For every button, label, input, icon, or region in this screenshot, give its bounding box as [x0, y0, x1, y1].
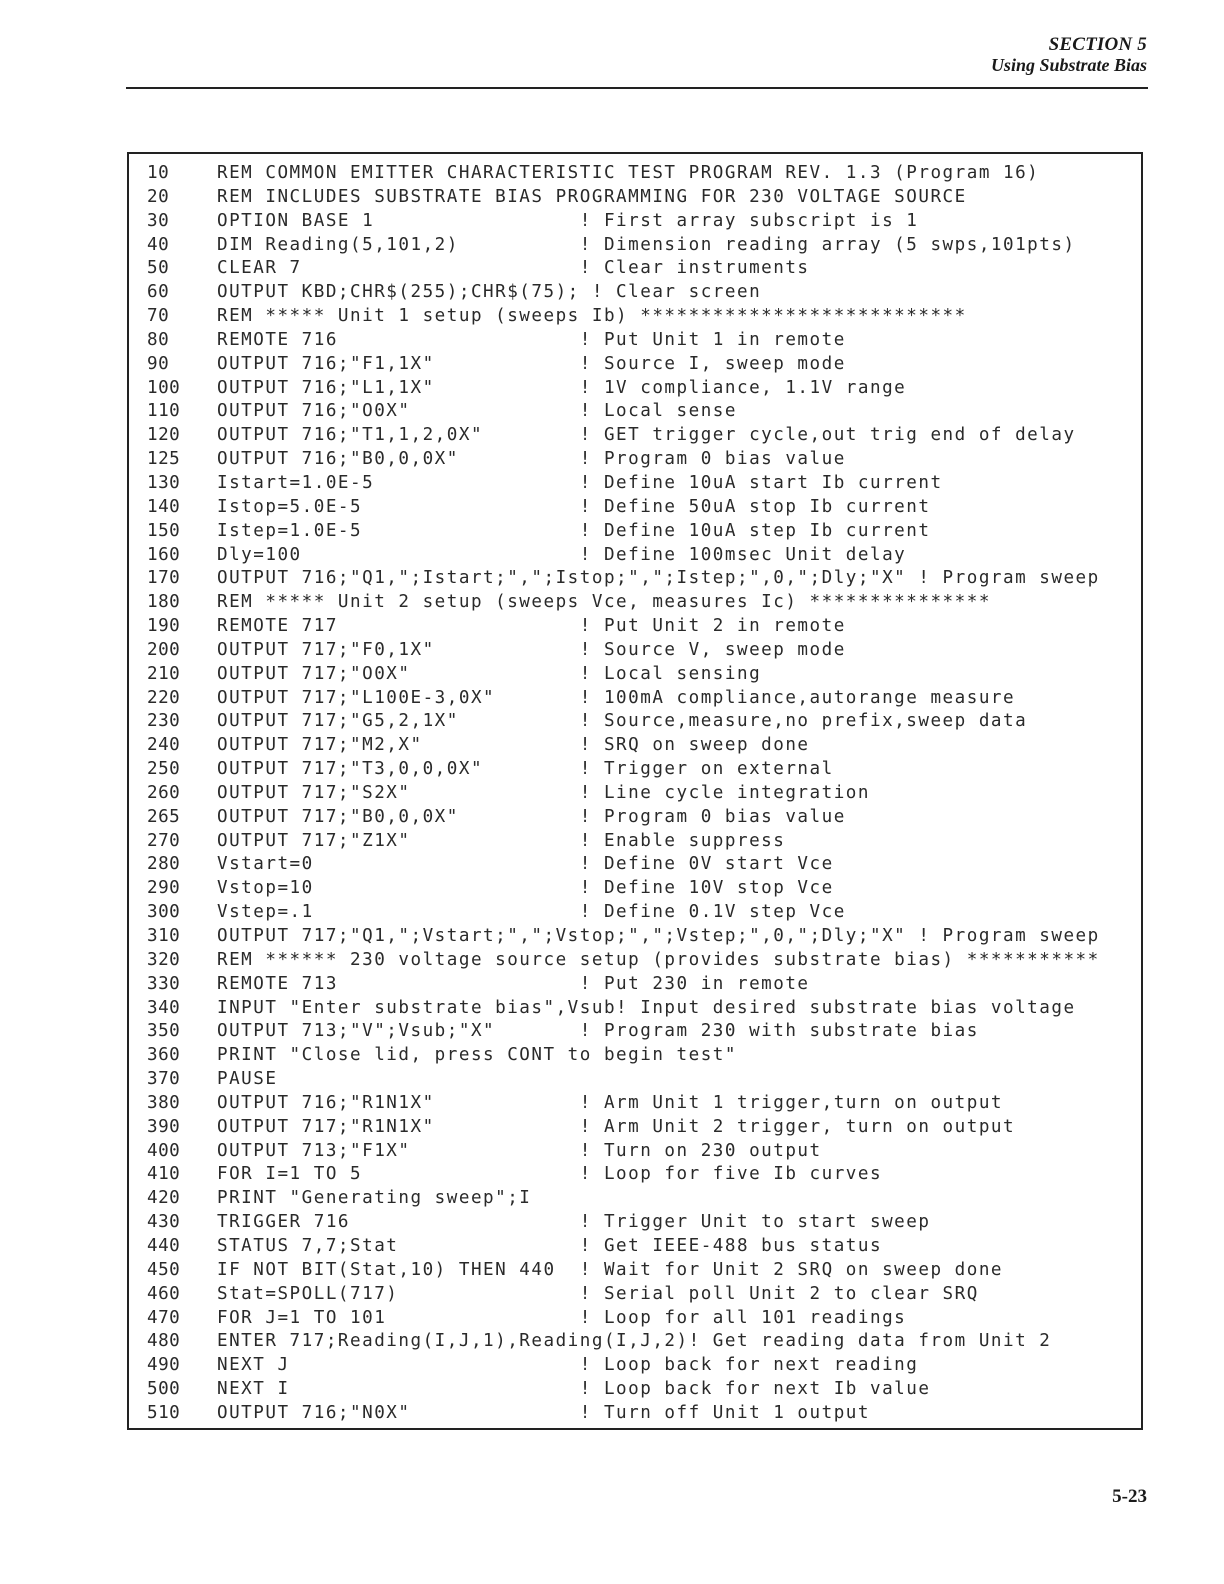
code-line [147, 782, 1137, 806]
code-text: Vstart=0 ! Define 0V start Vce [217, 854, 834, 875]
line-number: 350 [147, 1021, 181, 1042]
code-text: PRINT "Generating sweep";I [217, 1188, 532, 1209]
line-number: 230 [147, 711, 181, 732]
line-number: 360 [147, 1045, 181, 1066]
code-line [147, 1402, 1137, 1426]
line-number: 250 [147, 759, 181, 780]
code-text: OUTPUT 713;"F1X" ! Turn on 230 output [217, 1140, 822, 1161]
line-number: 330 [147, 973, 181, 994]
code-text: INPUT "Enter substrate bias",Vsub! Input desired substrate bias voltage [217, 997, 1076, 1018]
code-line [147, 448, 1137, 472]
code-line [147, 997, 1137, 1021]
code-line [147, 1354, 1137, 1378]
code-line [147, 1068, 1137, 1092]
code-line [147, 949, 1137, 973]
code-line [147, 1211, 1137, 1235]
line-number: 400 [147, 1140, 181, 1161]
line-number: 50 [147, 258, 170, 279]
code-text: PRINT "Close lid, press CONT to begin test" [217, 1045, 737, 1066]
code-text: REMOTE 717 ! Put Unit 2 in remote [217, 616, 846, 637]
line-number: 370 [147, 1069, 181, 1090]
code-line [147, 186, 1137, 210]
code-line [147, 424, 1137, 448]
line-number: 480 [147, 1331, 181, 1352]
code-line [147, 925, 1137, 949]
code-line [147, 758, 1137, 782]
code-text: OUTPUT 717;"Z1X" ! Enable suppress [217, 830, 786, 851]
code-line [147, 305, 1137, 329]
code-text: STATUS 7,7;Stat ! Get IEEE-488 bus status [217, 1235, 883, 1256]
code-text: Vstop=10 ! Define 10V stop Vce [217, 878, 834, 899]
line-number: 100 [147, 377, 181, 398]
code-line [147, 329, 1137, 353]
code-line [147, 377, 1137, 401]
code-text: FOR I=1 TO 5 ! Loop for five Ib curves [217, 1164, 883, 1185]
header-rule [126, 87, 1148, 89]
line-number: 500 [147, 1379, 181, 1400]
code-line [147, 1283, 1137, 1307]
code-line [147, 1140, 1137, 1164]
line-number: 450 [147, 1259, 181, 1280]
code-line [147, 830, 1137, 854]
code-line [147, 567, 1137, 591]
code-text: OUTPUT 716;"F1,1X" ! Source I, sweep mode [217, 353, 846, 374]
code-line [147, 162, 1137, 186]
code-text: Istop=5.0E-5 ! Define 50uA stop Ib current [217, 496, 931, 517]
code-line [147, 615, 1137, 639]
line-number: 320 [147, 949, 181, 970]
code-text: REM COMMON EMITTER CHARACTERISTIC TEST PROGRAM REV. 1.3 (Program 16) [217, 163, 1040, 183]
code-text: OUTPUT 717;"O0X" ! Local sensing [217, 663, 762, 684]
code-line [147, 400, 1137, 424]
line-number: 390 [147, 1116, 181, 1137]
code-text: REM ***** Unit 1 setup (sweeps Ib) *************************** [217, 306, 967, 327]
code-text: OUTPUT 716;"Q1,";Istart;",";Istop;",";Istep;",0,";Dly;"X" ! Program sweep [217, 568, 1100, 589]
line-number: 125 [147, 449, 181, 470]
line-number: 300 [147, 902, 181, 923]
code-line [147, 1044, 1137, 1068]
section-title: SECTION 5 [1048, 34, 1147, 55]
code-text: OUTPUT 716;"L1,1X" ! 1V compliance, 1.1V range [217, 377, 907, 398]
code-line [147, 687, 1137, 711]
code-line [147, 710, 1137, 734]
code-line [147, 973, 1137, 997]
line-number: 60 [147, 282, 170, 303]
code-text: OUTPUT 713;"V";Vsub;"X" ! Program 230 with substrate bias [217, 1021, 979, 1042]
code-line [147, 591, 1137, 615]
line-number: 280 [147, 854, 181, 875]
code-text: OUTPUT 717;"S2X" ! Line cycle integration [217, 782, 870, 803]
line-number: 240 [147, 735, 181, 756]
program-listing [147, 162, 1137, 1426]
line-number: 470 [147, 1307, 181, 1328]
line-number: 10 [147, 163, 170, 183]
line-number: 40 [147, 234, 170, 255]
code-text: OUTPUT 717;"M2,X" ! SRQ on sweep done [217, 735, 810, 756]
line-number: 510 [147, 1402, 181, 1423]
code-line [147, 877, 1137, 901]
section-subtitle: Using Substrate Bias [990, 55, 1147, 75]
line-number: 200 [147, 639, 181, 660]
code-line [147, 901, 1137, 925]
code-text: OUTPUT 716;"B0,0,0X" ! Program 0 bias value [217, 449, 846, 470]
code-text: OUTPUT 717;"G5,2,1X" ! Source,measure,no prefix,sweep data [217, 711, 1028, 732]
code-text: OUTPUT 716;"T1,1,2,0X" ! GET trigger cycle,out trig end of delay [217, 425, 1076, 446]
code-line [147, 1163, 1137, 1187]
code-line [147, 1330, 1137, 1354]
code-text: REMOTE 716 ! Put Unit 1 in remote [217, 329, 846, 350]
line-number: 260 [147, 782, 181, 803]
code-text: NEXT I ! Loop back for next Ib value [217, 1379, 931, 1400]
code-text: DIM Reading(5,101,2) ! Dimension reading array (5 swps,101pts) [217, 234, 1076, 255]
line-number: 310 [147, 926, 181, 946]
code-text: Vstep=.1 ! Define 0.1V step Vce [217, 902, 846, 923]
code-line [147, 663, 1137, 687]
code-text: REM ****** 230 voltage source setup (provides substrate bias) *********** [217, 949, 1100, 970]
code-text: Stat=SPOLL(717) ! Serial poll Unit 2 to clear SRQ [217, 1283, 979, 1304]
code-text: FOR J=1 TO 101 ! Loop for all 101 readings [217, 1307, 907, 1328]
code-text: OUTPUT 716;"O0X" ! Local sense [217, 401, 737, 422]
code-line [147, 1020, 1137, 1044]
line-number: 380 [147, 1092, 181, 1113]
line-number: 80 [147, 329, 170, 350]
code-text: CLEAR 7 ! Clear instruments [217, 258, 810, 279]
code-line [147, 734, 1137, 758]
code-text: NEXT J ! Loop back for next reading [217, 1355, 919, 1376]
line-number: 130 [147, 472, 181, 493]
code-text: PAUSE [217, 1069, 278, 1090]
code-text: OUTPUT 717;"B0,0,0X" ! Program 0 bias value [217, 806, 846, 827]
line-number: 290 [147, 878, 181, 899]
code-text: IF NOT BIT(Stat,10) THEN 440 ! Wait for Unit 2 SRQ on sweep done [217, 1259, 1004, 1280]
code-text: OUTPUT 716;"R1N1X" ! Arm Unit 1 trigger,turn on output [217, 1092, 1004, 1113]
code-line [147, 496, 1137, 520]
page-header [991, 34, 1147, 76]
page-number: 5-23 [1112, 1486, 1147, 1507]
code-text: ENTER 717;Reading(I,J,1),Reading(I,J,2)! Get reading data from Unit 2 [217, 1331, 1052, 1352]
code-line [147, 1378, 1137, 1402]
code-line [147, 1235, 1137, 1259]
code-text: OPTION BASE 1 ! First array subscript is 1 [217, 210, 919, 231]
line-number: 20 [147, 186, 170, 207]
code-line [147, 520, 1137, 544]
code-line [147, 1259, 1137, 1283]
code-text: OUTPUT 717;"L100E-3,0X" ! 100mA compliance,autorange measure [217, 687, 1016, 708]
code-text: Dly=100 ! Define 100msec Unit delay [217, 544, 907, 565]
line-number: 140 [147, 496, 181, 517]
code-text: Istart=1.0E-5 ! Define 10uA start Ib current [217, 472, 943, 493]
code-text: OUTPUT 717;"R1N1X" ! Arm Unit 2 trigger, turn on output [217, 1116, 1016, 1137]
line-number: 340 [147, 997, 181, 1018]
code-line [147, 257, 1137, 281]
code-text: OUTPUT 716;"N0X" ! Turn off Unit 1 output [217, 1402, 870, 1423]
code-text: REMOTE 713 ! Put 230 in remote [217, 973, 810, 994]
line-number: 120 [147, 425, 181, 446]
code-text: Istep=1.0E-5 ! Define 10uA step Ib current [217, 520, 931, 541]
line-number: 70 [147, 306, 170, 327]
line-number: 110 [147, 401, 181, 422]
code-line [147, 353, 1137, 377]
code-line [147, 1116, 1137, 1140]
code-line [147, 1187, 1137, 1211]
code-line [147, 472, 1137, 496]
code-text: REM ***** Unit 2 setup (sweeps Vce, measures Ic) *************** [217, 592, 991, 613]
line-number: 190 [147, 616, 181, 637]
line-number: 410 [147, 1164, 181, 1185]
code-text: REM INCLUDES SUBSTRATE BIAS PROGRAMMING FOR 230 VOLTAGE SOURCE [217, 186, 967, 207]
line-number: 180 [147, 592, 181, 613]
code-line [147, 1307, 1137, 1331]
code-text: OUTPUT 717;"F0,1X" ! Source V, sweep mode [217, 639, 846, 660]
line-number: 150 [147, 520, 181, 541]
line-number: 420 [147, 1188, 181, 1209]
code-line [147, 853, 1137, 877]
line-number: 220 [147, 687, 181, 708]
line-number: 160 [147, 544, 181, 565]
code-line [147, 639, 1137, 663]
line-number: 440 [147, 1235, 181, 1256]
code-text: TRIGGER 716 ! Trigger Unit to start sweep [217, 1212, 931, 1233]
line-number: 170 [147, 568, 181, 589]
code-text: OUTPUT 717;"T3,0,0,0X" ! Trigger on external [217, 759, 834, 780]
line-number: 30 [147, 210, 170, 231]
code-text: OUTPUT KBD;CHR$(255);CHR$(75); ! Clear screen [217, 282, 762, 303]
code-text: OUTPUT 717;"Q1,";Vstart;",";Vstop;",";Vstep;",0,";Dly;"X" ! Program sweep [217, 926, 1100, 946]
line-number: 210 [147, 663, 181, 684]
code-line [147, 806, 1137, 830]
line-number: 430 [147, 1212, 181, 1233]
code-line [147, 281, 1137, 305]
line-number: 460 [147, 1283, 181, 1304]
code-line [147, 234, 1137, 258]
code-line [147, 210, 1137, 234]
code-line [147, 544, 1137, 568]
line-number: 90 [147, 353, 170, 374]
line-number: 265 [147, 806, 181, 827]
line-number: 490 [147, 1355, 181, 1376]
code-line [147, 1092, 1137, 1116]
line-number: 270 [147, 830, 181, 851]
program-listing-box [127, 152, 1143, 1430]
